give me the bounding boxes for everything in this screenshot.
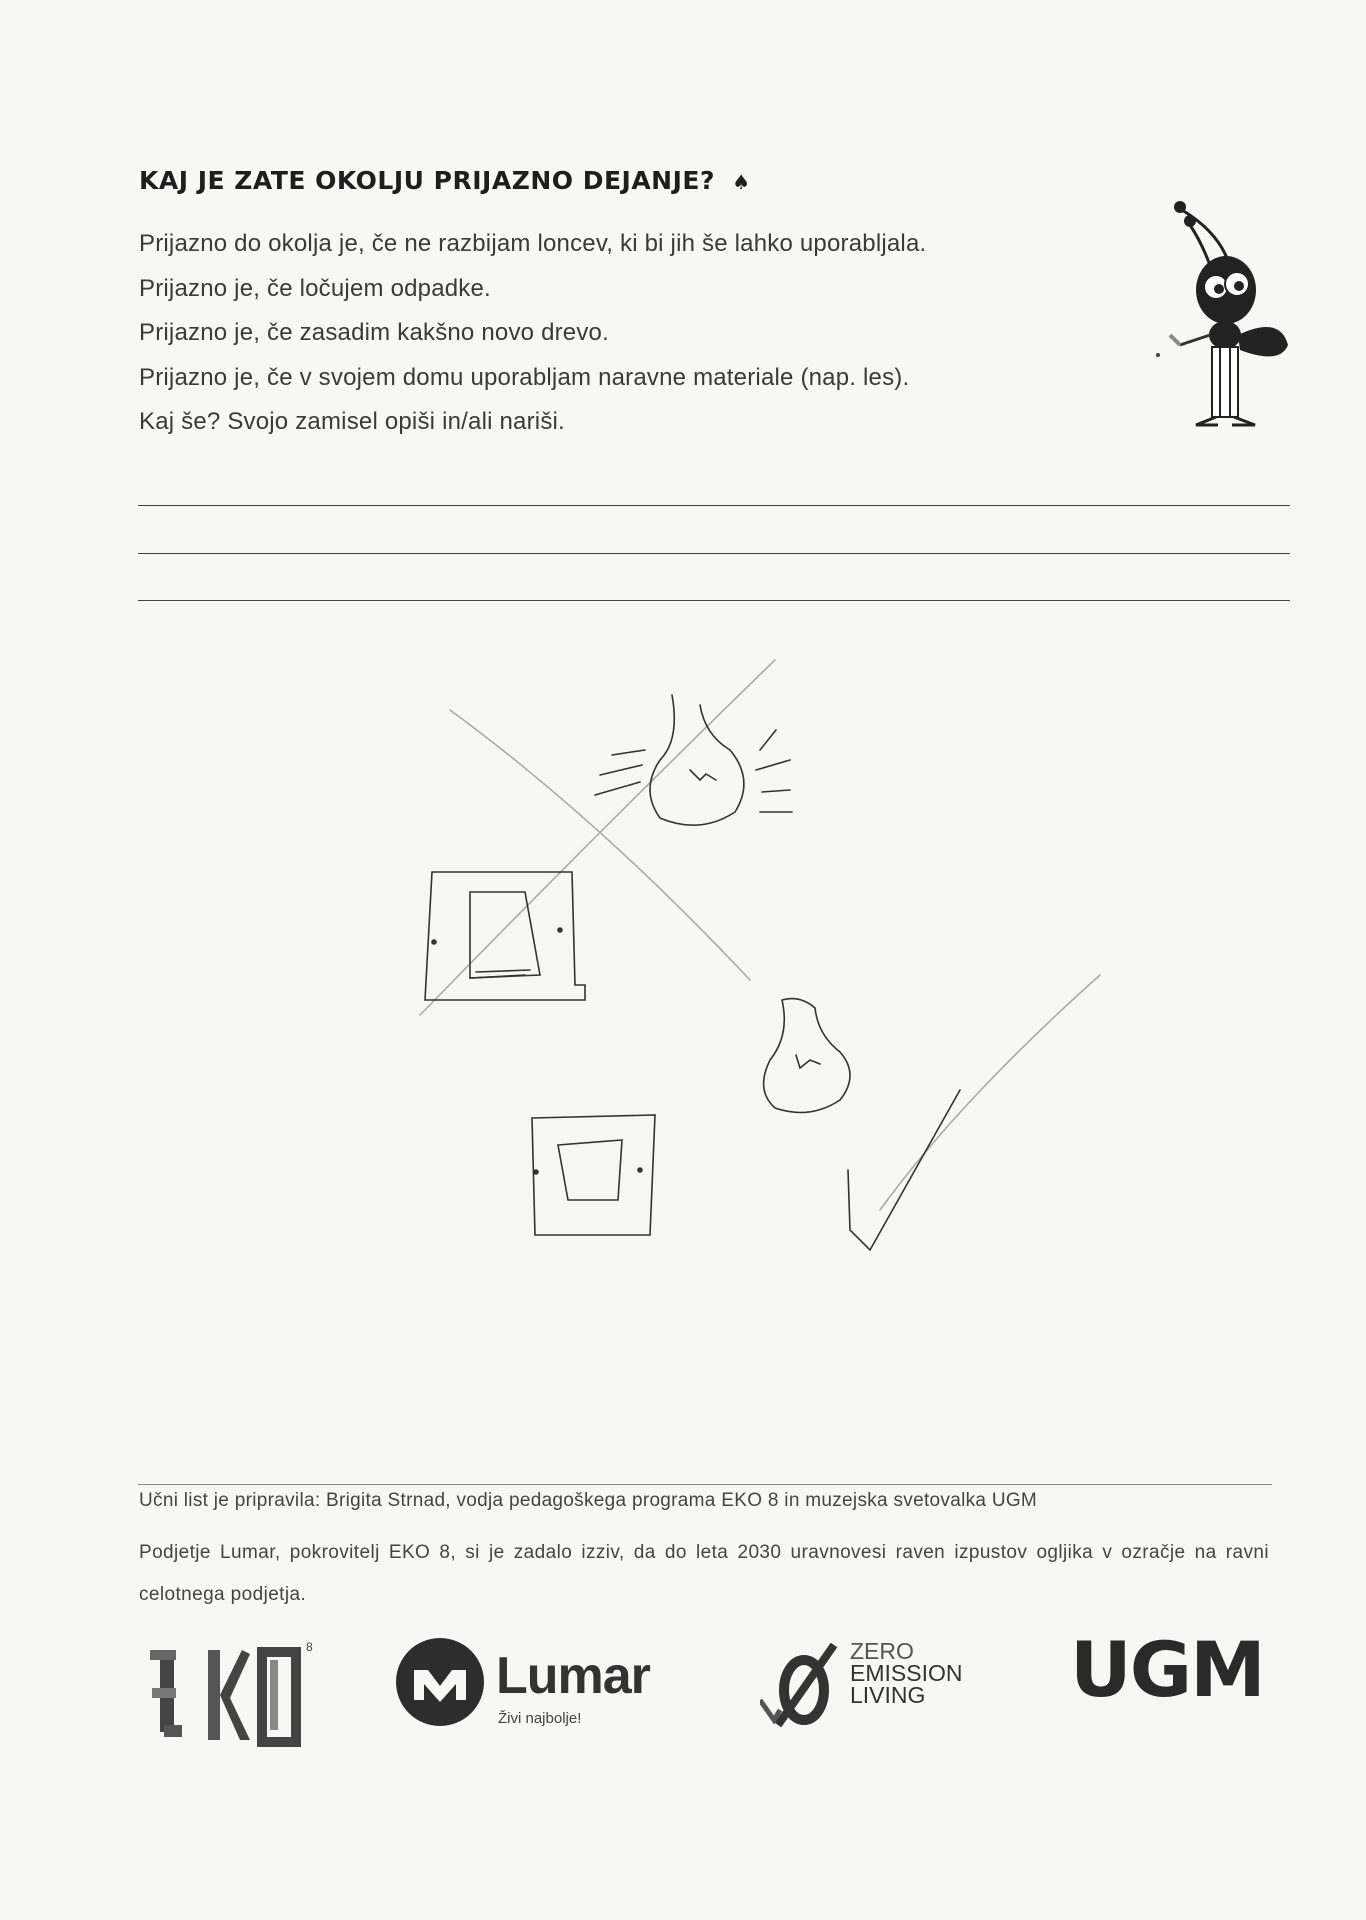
- eko8-logo: [150, 1640, 320, 1755]
- zel-line: EMISSION: [850, 1660, 963, 1686]
- ugm-wordmark: UGM: [1070, 1625, 1264, 1714]
- zero-slash-icon: [760, 1640, 840, 1730]
- statement-item: Prijazno je, če v svojem domu uporabljam naravne materiale (nap. les).: [139, 363, 910, 391]
- lumar-emblem-icon: [392, 1634, 488, 1730]
- zel-line: ZERO: [850, 1638, 914, 1664]
- ugm-logo: [1070, 1625, 1264, 1714]
- footer-divider: [138, 1484, 1272, 1485]
- lumar-wordmark: Lumar: [496, 1647, 650, 1705]
- eko8-superscript: 8: [306, 1640, 313, 1654]
- title-text: KAJ JE ZATE OKOLJU PRIJAZNO DEJANJE?: [139, 166, 715, 195]
- author-credit: Učni list je pripravila: Brigita Strnad, vodja pedagoškega programa EKO 8 in muzejska svetovalka UGM: [139, 1490, 1038, 1511]
- eko8-logo-mark: [150, 1640, 320, 1750]
- statement-item: Prijazno je, če zasadim kakšno novo drevo.: [139, 319, 609, 346]
- statement-prompt: Kaj še? Svojo zamisel opiši in/ali nariši.: [139, 408, 565, 435]
- lumar-logo: [392, 1630, 702, 1730]
- zel-line: LIVING: [850, 1682, 926, 1708]
- statement-item: Prijazno do okolja je, če ne razbijam loncev, ki bi jih še lahko uporabljala.: [139, 230, 927, 257]
- statement-item: Prijazno je, če ločujem odpadke.: [139, 274, 491, 302]
- zel-text-block: [850, 1640, 962, 1706]
- sponsor-note: Podjetje Lumar, pokrovitelj EKO 8, si je zadalo izziv, da do leta 2030 uravnovesi raven izpustov ogljika v ozračje na ravni celotnega podjetja.: [139, 1542, 1269, 1605]
- lumar-tagline: Živi najbolje!: [498, 1710, 582, 1727]
- tree-icon: ♠: [732, 170, 751, 194]
- zero-emission-living-logo: [760, 1640, 1000, 1740]
